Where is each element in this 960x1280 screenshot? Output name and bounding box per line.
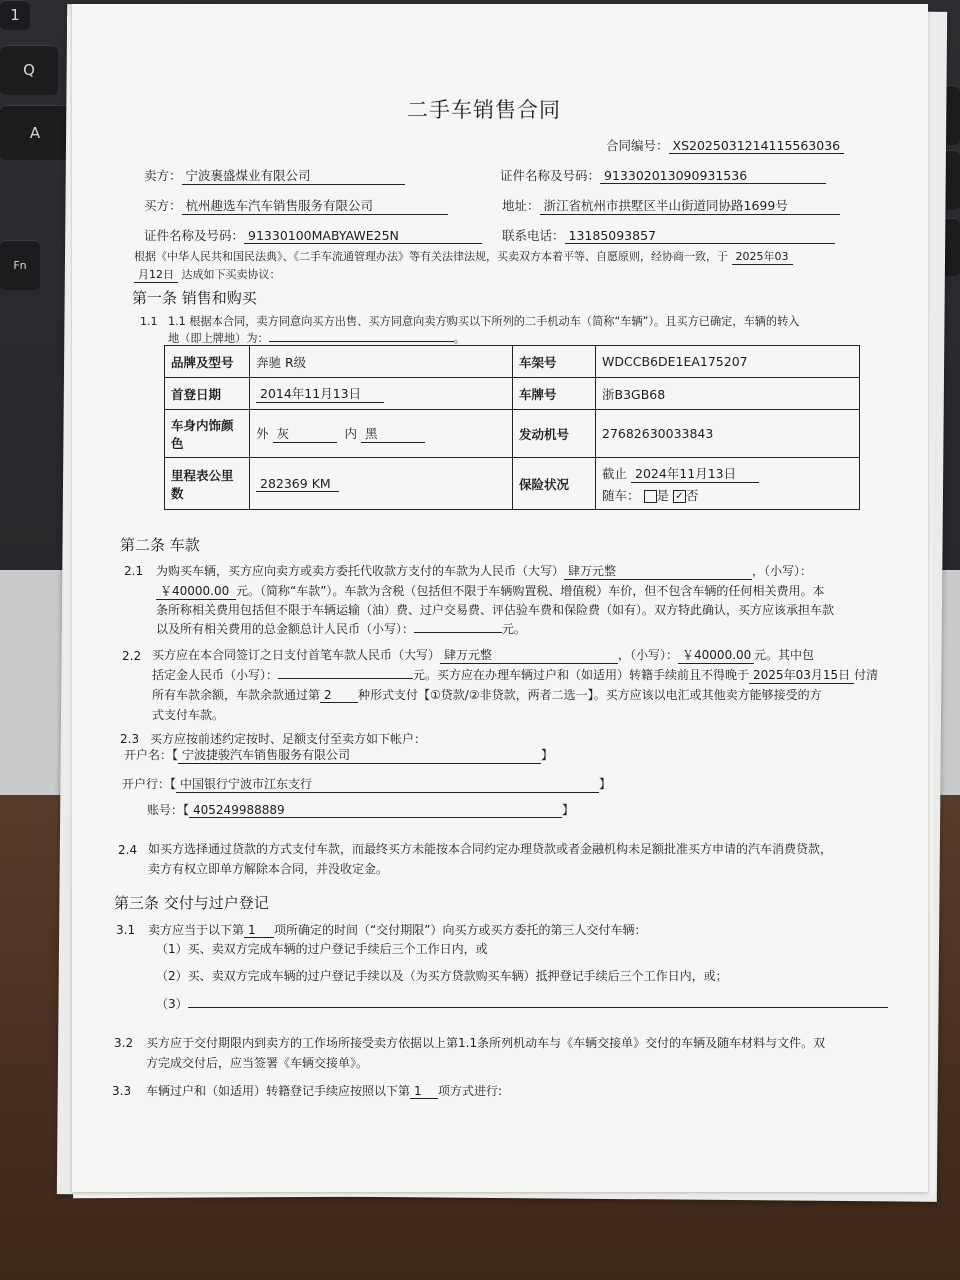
- account-name-close: 】: [541, 748, 554, 762]
- contract-number-label: 合同编号：: [606, 138, 669, 153]
- account-bank-row: [122, 775, 611, 793]
- s2-2-text-b: ，（小写）：: [618, 648, 679, 662]
- brand-label: 品牌及型号: [165, 346, 250, 378]
- s2-2-upper-amount: 肆万元整: [440, 646, 618, 664]
- section-1-1-text-2: [168, 330, 465, 346]
- section-2-1-line-4: [156, 620, 526, 637]
- preamble-date-2: 月12日: [134, 266, 178, 283]
- buyer-row: [144, 196, 448, 215]
- account-number-label: 账号：【: [147, 803, 190, 817]
- buyer-value: 杭州趣选车汽车销售服务有限公司: [182, 196, 448, 215]
- insurance-until-value: 2024年11月13日: [631, 464, 759, 483]
- s2-2-deadline: 2025年03月15日: [749, 666, 854, 684]
- account-bank-close: 】: [599, 777, 612, 791]
- account-name-label: 开户名：【: [124, 748, 179, 762]
- section-1-1-number: 1.1: [140, 315, 158, 328]
- buyer-id-label: 证件名称及号码：: [144, 228, 245, 243]
- address-value: 浙江省杭州市拱墅区半山街道同协路1699号: [540, 196, 840, 215]
- color-label: 车身内饰颜色: [165, 410, 250, 458]
- s2-2-text-h: 种形式支付【①贷款/②非贷款，两者二选一】。买方应该以电汇或其他卖方能够接受的方: [358, 688, 822, 702]
- key-q: Q: [0, 45, 58, 95]
- section-2-4-line-2: 卖方有权立即单方解除本合同，并没收定金。: [148, 862, 389, 876]
- color-cell: [250, 410, 513, 458]
- seller-id-label: 证件名称及号码：: [500, 168, 601, 183]
- insurance-label: 保险状况: [513, 458, 596, 510]
- exterior-value: 灰: [273, 424, 337, 443]
- preamble-line-1: [134, 248, 793, 265]
- interior-label: 内: [344, 426, 357, 441]
- engine-label: 发动机号: [513, 410, 596, 458]
- section-2-2-number: 2.2: [122, 649, 142, 663]
- section-3-2-number: 3.2: [114, 1036, 134, 1050]
- section-2-3-number: 2.3: [120, 732, 140, 746]
- seller-id-value: 913302013090931536: [600, 168, 826, 184]
- section-2-1-number: 2.1: [124, 564, 144, 578]
- section-2-2-line-1: [152, 646, 814, 664]
- seller-row: [144, 166, 405, 185]
- plate-value: 浙B3GB68: [596, 378, 860, 410]
- s2-2-amount: ￥40000.00: [678, 646, 754, 664]
- preamble-text-2: 达成如下买卖协议：: [181, 268, 281, 281]
- account-name-value: 宁波捷骏汽车销售服务有限公司: [178, 746, 541, 764]
- article-3-heading: 第三条 交付与过户登记: [114, 894, 269, 912]
- follow-label: 随车：: [602, 487, 640, 503]
- section-2-3-line-1: 买方应按前述约定按时、足额支付至卖方如下帐户：: [150, 732, 427, 746]
- s2-1-text-e: 以及所有相关费用的总金额总计人民币（小写）：: [156, 622, 415, 636]
- s2-1-text-c: 元。（简称“车款”）。车款为含税（包括但不限于车辆购置税、增值税）车价，但不包含车辆的任何相关费用。本: [236, 584, 825, 598]
- section-3-3-line-1: [146, 1082, 502, 1099]
- account-bank-label: 开户行：【: [122, 777, 177, 791]
- key-1: 1: [0, 0, 30, 30]
- article-1-heading: 第一条 销售和购买: [132, 289, 257, 307]
- s3-3-text-a: 车辆过户和（如适用）转籍登记手续应按照以下第: [146, 1084, 411, 1098]
- s2-2-text-d: 括定金人民币（小写）：: [152, 668, 279, 682]
- s2-2-text-g: 所有车款余额，车款余款通过第: [152, 688, 321, 702]
- phone-value: 13185093857: [565, 228, 835, 244]
- s3-3-choice: 1: [410, 1084, 438, 1099]
- destination-end: 。: [453, 332, 465, 345]
- plate-label: 车牌号: [513, 378, 596, 410]
- phone-row: [502, 226, 835, 244]
- section-2-4-line-1: 如买方选择通过贷款的方式支付车款，而最终买方未能按本合同约定办理贷款或者金融机构未足额批准买方申请的汽车消费贷款，: [148, 842, 833, 856]
- exterior-label: 外: [256, 426, 269, 441]
- section-3-1-option-2: （2）买、卖双方完成车辆的过户登记手续以及（为买方贷款购买车辆）抵押登记手续后三个工作日内，或；: [156, 969, 728, 983]
- section-3-2-line-2: 方完成交付后，应当签署《车辆交接单》。: [146, 1056, 369, 1070]
- account-number-row: [147, 801, 574, 818]
- vehicle-info-table: [164, 345, 860, 510]
- seller-value: 宁波裹盛煤业有限公司: [182, 166, 405, 185]
- section-3-1-number: 3.1: [116, 923, 136, 937]
- contract-number-value: XS2025031214115563036: [669, 138, 845, 154]
- s2-1-text-f: 元。: [502, 622, 527, 636]
- seller-id-row: [500, 166, 826, 184]
- follow-row: [602, 486, 853, 504]
- s3-1-option-3-label: （3）: [156, 997, 188, 1011]
- insurance-until-label: 截止: [602, 465, 628, 481]
- s3-1-choice: 1: [244, 923, 274, 938]
- section-2-2-line-2: [152, 666, 878, 684]
- key-fn: Fn: [0, 240, 40, 290]
- contract-page: [72, 4, 928, 1192]
- section-2-2-line-4: 式支付车款。: [152, 708, 225, 722]
- section-2-1-line-3: 条所称相关费用包括但不限于车辆运输（油）费、过户交易费、评估验车费和保险费（如有）。双方特此确认，买方应该承担车款: [156, 603, 835, 617]
- s2-2-payment-way: 2: [320, 688, 358, 703]
- engine-value: 27682630033843: [596, 410, 860, 458]
- s2-1-text-b: ，（小写）：: [752, 564, 813, 578]
- first-reg-label: 首登日期: [165, 378, 250, 410]
- preamble-text: 根据《中华人民共和国民法典》、《二手车流通管理办法》等有关法律法规，买卖双方本着平等、自愿原则，经协商一致，于: [134, 250, 728, 263]
- first-reg-value: 2014年11月13日: [256, 384, 384, 403]
- brand-value: 奔驰 R级: [250, 346, 513, 378]
- s2-1-upper-amount: 肆万元整: [564, 562, 752, 580]
- section-2-4-number: 2.4: [118, 843, 138, 857]
- interior-value: 黑: [361, 424, 425, 443]
- section-1-1-text: 1.1 根据本合同，卖方同意向买方出售、买方同意向卖方购买以下所列的二手机动车（简称“车辆”）。且买方已确定，车辆的转入: [168, 315, 800, 328]
- seller-label: 卖方：: [144, 168, 182, 183]
- section-3-2-line-1: 买方应于交付期限内到卖方的工作场所接受卖方依据以上第1.1条所列机动车与《车辆交接单》交付的车辆及随车材料与文件。双: [146, 1036, 826, 1050]
- account-name-row: [124, 746, 553, 764]
- buyer-id-value: 91330100MABYAWE25N: [244, 228, 482, 244]
- account-number-value: 405249988889: [189, 803, 562, 818]
- article-2-heading: 第二条 车款: [120, 536, 200, 554]
- destination-blank: [269, 341, 454, 342]
- preamble-line-2: [134, 266, 281, 283]
- section-2-2-line-3: [152, 686, 822, 703]
- s2-2-deposit-blank: [278, 678, 413, 679]
- insurance-cell: [596, 458, 860, 510]
- key-a: A: [0, 105, 70, 160]
- s2-2-text-f: 付清: [854, 668, 879, 682]
- s2-2-text-a: 买方应在本合同签订之日支付首笔车款人民币（大写）: [152, 648, 441, 662]
- mileage-value: 282369 KM: [256, 476, 339, 492]
- s2-2-text-e: 元。买方应在办理车辆过户和（如适用）转籍手续前且不得晚于: [413, 668, 750, 682]
- section-3-1-option-3: [156, 995, 888, 1012]
- s2-1-amount: ￥40000.00: [156, 582, 236, 600]
- section-2-1-line-2: [156, 582, 824, 600]
- s2-1-text-a: 为购买车辆，买方应向卖方或卖方委托代收款方支付的车款为人民币（大写）: [156, 564, 565, 578]
- destination-label: 地（即上牌地）为：: [168, 332, 269, 345]
- contract-number: [606, 136, 844, 154]
- section-3-3-number: 3.3: [112, 1084, 132, 1098]
- insurance-until-row: [602, 464, 853, 483]
- account-bank-value: 中国银行宁波市江东支行: [176, 775, 599, 793]
- mileage-cell: [250, 458, 513, 510]
- vin-label: 车架号: [513, 346, 596, 378]
- contract-title: 二手车销售合同: [407, 98, 561, 122]
- account-number-close: 】: [562, 803, 575, 817]
- s3-1-option-3-blank: [188, 1007, 888, 1008]
- buyer-label: 买方：: [144, 198, 182, 213]
- s3-1-text-a: 卖方应当于以下第: [148, 923, 245, 937]
- s3-3-text-b: 项方式进行:: [438, 1084, 503, 1098]
- yes-checkbox: [644, 490, 657, 503]
- section-2-1-line-1: [156, 562, 812, 580]
- s3-1-text-b: 项所确定的时间（“交付期限”）向买方或买方委托的第三人交付车辆：: [274, 923, 647, 937]
- phone-label: 联系电话：: [502, 228, 565, 243]
- s2-2-text-c: 元。其中包: [754, 648, 815, 662]
- no-checkbox: ✓: [673, 490, 686, 503]
- no-label: 否: [686, 487, 699, 503]
- address-row: [502, 196, 840, 215]
- yes-label: 是: [656, 487, 670, 503]
- s2-1-total-blank: [414, 632, 502, 633]
- preamble-date-1: 2025年03: [732, 248, 793, 265]
- section-3-1-option-1: （1）买、卖双方完成车辆的过户登记手续后三个工作日内，或: [156, 942, 488, 956]
- mileage-label: 里程表公里数: [165, 458, 250, 510]
- address-label: 地址：: [502, 198, 540, 213]
- first-reg-cell: [250, 378, 513, 410]
- vin-value: WDCCB6DE1EA175207: [596, 346, 860, 378]
- buyer-id-row: [144, 226, 482, 244]
- section-3-1-line-1: [148, 921, 646, 938]
